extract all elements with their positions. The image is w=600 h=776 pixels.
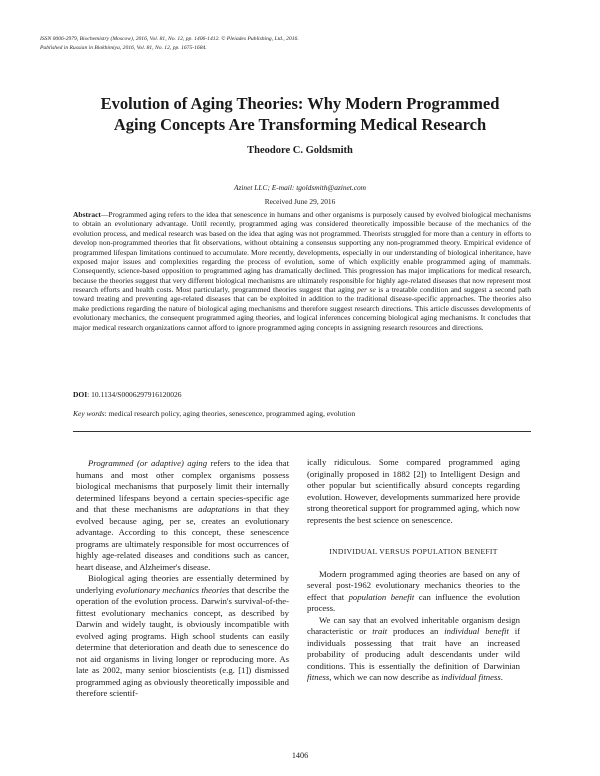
- section-heading: INDIVIDUAL VERSUS POPULATION BENEFIT: [329, 547, 498, 556]
- received-date: Received June 29, 2016: [264, 197, 336, 206]
- term-emphasis: population benefit: [348, 591, 415, 602]
- body-paragraph: ically ridiculous. Some compared programmed aging (originally proposed in 1882 [2]) to Intelligent Design and other popular but scientifically absurd concepts regarding evolution. However, developments summarized here provide strong theoretical support for programmed aging, which now represents the best science on senescence.: [307, 457, 520, 525]
- body-paragraph: [307, 569, 520, 615]
- term-emphasis: adaptations: [198, 504, 240, 514]
- body-column-left: [76, 458, 289, 700]
- keywords-value: : medical research policy, aging theories, senescence, programmed aging, evolution: [104, 409, 356, 418]
- body-paragraph: [307, 615, 520, 684]
- body-text: that describe the operation of the evolution process. Darwin's survival-of-the-fittest evolutionary mechanics concept, as described by Darwin and widely taught, is obviously incompatible with evolved aging programs. High school students can easily determine that deterioration and death due to senescence do not aid organisms in living longer or reproducing more. As late as 2002, many senior bioscientists (e.g. [1]) dismissed programmed aging as obviously theoretically impossible and therefore scientif-: [76, 584, 289, 698]
- keywords: [73, 409, 355, 418]
- section-divider: [73, 431, 531, 432]
- body-text: in that they evolved because aging, per se, creates an evolutionary advantage. According to this concept, these senescence programs are ultimately responsible for most occurrences of highly age-related diseases and conditions such as cancer, heart disease, and Alzheimer's disease.: [76, 504, 289, 572]
- body-text: can influence the evolution process.: [307, 591, 521, 613]
- page-number: 1406: [291, 751, 309, 760]
- body-text: if individuals possessing that trait have an increased probability of producing adult descendants under wild conditions. This is essentially the definition of Darwinian: [307, 626, 521, 671]
- journal-header: [40, 35, 299, 52]
- paper-title: [70, 93, 530, 135]
- doi-label: DOI: [73, 390, 88, 399]
- abstract: [73, 210, 531, 332]
- doi-value: : 10.1134/S0006297916120026: [87, 390, 182, 399]
- doi: [73, 390, 181, 399]
- term-emphasis: Programmed (or adaptive) aging: [88, 458, 208, 468]
- abstract-text-part-1: —Programmed aging refers to the idea that senescence in humans and other organisms is purposely caused by evolved biological mechanisms to obtain an evolutionary advantage. Until recently, programmed aging was considered theoretically impossible because of the mechanics of the evolution process, and medical research was based on the idea that aging was not programmed. Theorists struggled for more than a century in efforts to develop non-programmed theories that fit observations, without obtaining a consensus supporting any non-programmed theory. Empirical evidence of programmed lifespan limitations continued to accumulate. More recently, developments, especially in our understanding of biological inheritance, have exposed major issues and complexities regarding the process of evolution, some of which explicitly enable programmed aging of mammals. Consequently, science-based opposition to programmed aging has dramatically declined. This progression has major implications for medical research, because the theories suggest that very different biological mechanisms are ultimately responsible for highly age-related diseases that now represent most research efforts and health costs. Most particularly, programmed theories suggest that aging: [73, 210, 531, 294]
- body-text: We can say that an evolved inheritable organism design characteristic or: [307, 614, 520, 636]
- term-emphasis: evolutionary mechanics theories: [116, 584, 230, 595]
- abstract-text-emphasis: per se: [357, 285, 376, 294]
- body-text: .: [500, 672, 503, 682]
- body-text: , which we can now describe as: [329, 672, 442, 682]
- author-affiliation: Azinet LLC; E-mail: tgoldsmith@azinet.com: [233, 183, 367, 192]
- keywords-label: Key words: [73, 409, 105, 418]
- body-text: refers to the idea that humans and most other complex organisms possess biological mechanisms that purposely limit their internally determined lifespans beyond a certain species-specific age and that these mechanisms are: [76, 458, 289, 514]
- abstract-text-part-2: is a treatable condition and suggest a second path toward treating and preventing age-related diseases that can be exploited in addition to the traditional disease-specific approaches. The theories also make predictions regarding the nature of biological aging mechanisms and therefore suggest research directions. This article discusses developments of evolutionary mechanics, the consequent programmed aging theories, and logical inferences concerning biological aging mechanisms. It concludes that major medical research organizations cannot afford to ignore programmed aging concepts in assigning research resources and directions.: [73, 285, 532, 332]
- abstract-label: Abstract: [73, 210, 101, 219]
- term-emphasis: trait: [372, 626, 388, 636]
- body-text: Modern programmed aging theories are based on any of several post-1962 evolutionary mechanics theories to the effect that: [307, 568, 520, 602]
- body-paragraph: [76, 458, 289, 573]
- paper-title-line-2: Aging Concepts Are Transforming Medical Research: [113, 115, 487, 134]
- author-name: Theodore C. Goldsmith: [247, 145, 353, 156]
- body-column-right: [307, 457, 520, 684]
- body-text: Biological aging theories are essentially determined by underlying: [76, 573, 289, 595]
- journal-header-line-2: Published in Russian in Biokhimiya, 2016, Vol. 81, No. 12, pp. 1675-1684.: [40, 44, 207, 51]
- body-paragraph: [76, 573, 289, 700]
- term-emphasis: individual fitness: [441, 672, 501, 682]
- body-text: produces an: [387, 626, 445, 636]
- term-emphasis: individual benefit: [444, 626, 509, 636]
- journal-header-line-1: ISSN 0006-2979, Biochemistry (Moscow), 2016, Vol. 81, No. 12, pp. 1406-1412. © Pleiades Publishing, Ltd., 2016.: [40, 36, 299, 42]
- paper-title-line-1: Evolution of Aging Theories: Why Modern Programmed: [100, 94, 500, 113]
- term-emphasis: fitness: [307, 672, 330, 682]
